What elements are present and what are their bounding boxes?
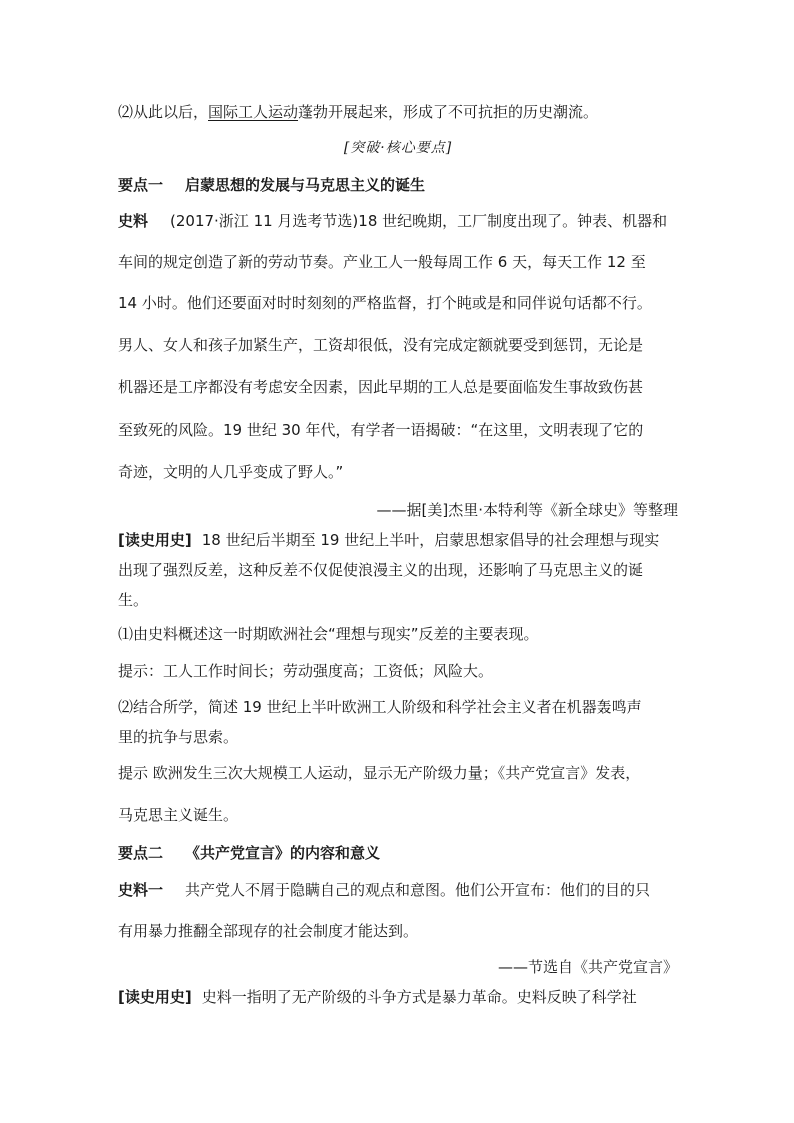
conclusion-text: ⑵从此以后，: [118, 103, 209, 121]
reading-note-two-label: [读史用史]: [118, 988, 192, 1006]
answer-one: 提示：工人工作时间长；劳动强度高；工资低；风险大。: [118, 662, 494, 680]
source-two-line-1: [118, 880, 678, 900]
conclusion-text-end: 蓬勃开展起来，形成了不可抗拒的历史潮流。: [298, 103, 599, 121]
source-two-label: 史料一: [118, 881, 164, 899]
reading-note-two-text: 史料一指明了无产阶级的斗争方式是暴力革命。史料反映了科学社: [201, 988, 637, 1006]
question-two-line-1: ⑵结合所学，简述 19 世纪上半叶欧洲工人阶级和科学社会主义者在机器轰鸣声: [118, 698, 642, 716]
source-two-line-2: 有用暴力推翻全部现存的社会制度才能达到。: [118, 922, 419, 940]
conclusion-line: [118, 102, 678, 122]
source-label: 史料: [118, 212, 149, 230]
reading-note-one-line-2: 出现了强烈反差，这种反差不仅促使浪漫主义的出现，还影响了马克思主义的诞: [118, 561, 644, 579]
question-one: ⑴由史料概述这一时期欧洲社会“理想与现实”反差的主要表现。: [118, 625, 539, 643]
source-two-citation: ——节选自《共产党宣言》: [497, 958, 678, 976]
point-one-heading: [118, 175, 678, 195]
source-one-line-4: 男人、女人和孩子加紧生产，工资却很低，没有完成定额就要受到惩罚，无论是: [118, 336, 644, 354]
point-one-title: 启蒙思想的发展与马克思主义的诞生: [185, 176, 426, 194]
point-two-title: 《共产党宣言》的内容和意义: [185, 844, 381, 862]
reading-note-label: [读史用史]: [118, 531, 192, 549]
source-one-line-3: 14 小时。他们还要面对时时刻刻的严格监督，打个盹或是和同伴说句话都不行。: [118, 294, 652, 312]
source-one-line-1: [118, 211, 678, 231]
point-two-heading: [118, 843, 678, 863]
reading-note-one-line-3: 生。: [118, 591, 149, 609]
point-two-label: 要点二: [118, 844, 164, 862]
source-one-citation: ——据[美]杰里·本特利等《新全球史》等整理: [376, 501, 678, 519]
source-one-line-7: 奇迹，文明的人几乎变成了野人。”: [118, 463, 344, 481]
source-one-line-2: 车间的规定创造了新的劳动节奏。产业工人一般每周工作 6 天，每天工作 12 至: [118, 253, 646, 271]
reading-note-one-line-1: [118, 530, 678, 550]
reading-note-text: 18 世纪后半期至 19 世纪上半叶，启蒙思想家倡导的社会理想与现实: [201, 531, 660, 549]
source-one-line-6: 至致死的风险。19 世纪 30 年代，有学者一语揭破：“在这里，文明表现了它的: [118, 421, 644, 439]
reading-note-two-line-1: [118, 987, 678, 1007]
point-one-label: 要点一: [118, 176, 164, 194]
question-two-line-2: 里的抗争与思索。: [118, 728, 239, 746]
answer-two-line-1: 提示 欧洲发生三次大规模工人运动，显示无产阶级力量；《共产党宣言》发表，: [118, 764, 641, 782]
source-one-line-5: 机器还是工序都没有考虑安全因素，因此早期的工人总是要面临发生事故致伤甚: [118, 378, 644, 396]
underlined-term: 国际工人运动: [208, 103, 299, 121]
answer-two-line-2: 马克思主义诞生。: [118, 806, 239, 824]
section-banner: [突破·核心要点]: [343, 140, 453, 156]
source-text: (2017·浙江 11 月选考节选)18 世纪晚期，工厂制度出现了。钟表、机器和: [170, 212, 668, 230]
source-two-text: 共产党人不屑于隐瞒自己的观点和意图。他们公开宣布：他们的目的只: [185, 881, 651, 899]
